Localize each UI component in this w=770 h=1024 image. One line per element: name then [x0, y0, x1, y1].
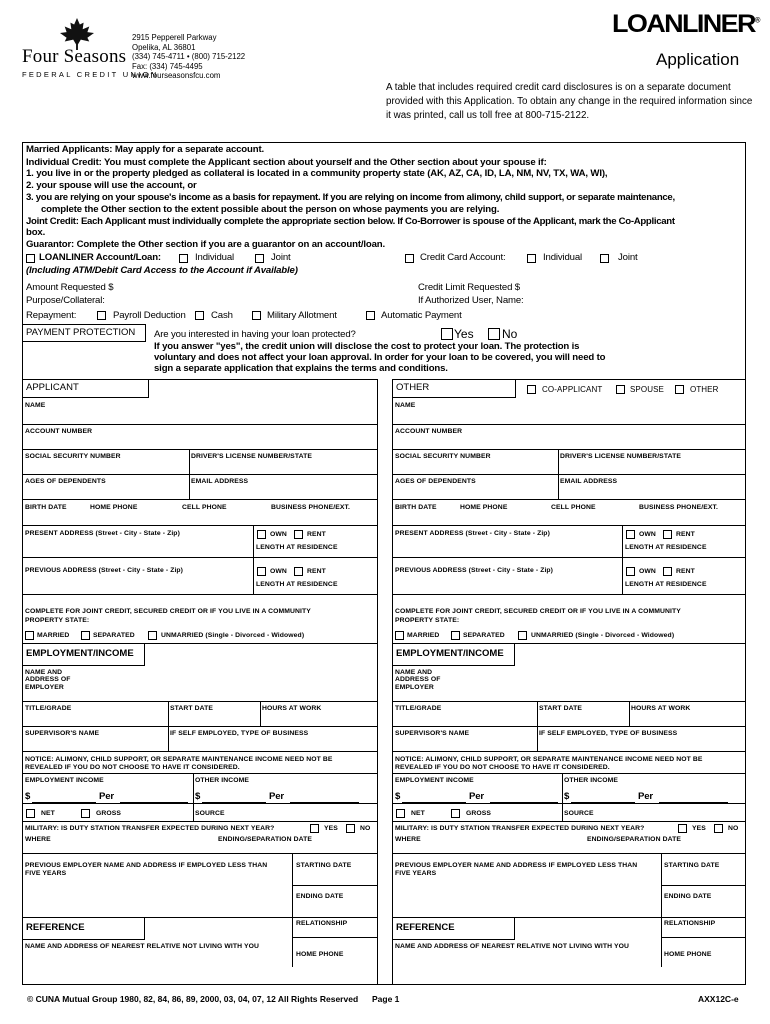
form-code: AXX12C-e	[698, 994, 739, 1004]
divider	[393, 853, 745, 854]
name-label: NAME	[25, 402, 46, 409]
hours-label: HOURS AT WORK	[631, 705, 691, 712]
org-name: Four Seasons	[22, 46, 127, 67]
divider	[23, 557, 377, 558]
ending-date-label: ENDING DATE	[296, 893, 344, 900]
divider	[393, 803, 745, 804]
spouse-label: SPOUSE	[630, 385, 664, 394]
rent-label: RENT	[307, 531, 326, 538]
ssn-label: SOCIAL SECURITY NUMBER	[25, 453, 121, 460]
net-checkbox[interactable]	[26, 809, 35, 818]
loan-individual-label: Individual	[195, 252, 235, 263]
title-grade-label: TITLE/GRADE	[25, 705, 72, 712]
employment-income-label: EMPLOYMENT INCOME	[395, 777, 474, 784]
divider	[23, 424, 377, 425]
employment-income-title: EMPLOYMENT/INCOME	[392, 643, 515, 666]
military-question: MILITARY: IS DUTY STATION TRANSFER EXPECTED DURING NEXT YEAR?	[25, 825, 275, 832]
net-checkbox[interactable]	[396, 809, 405, 818]
relationship-label: RELATIONSHIP	[664, 920, 716, 927]
military-no-label: NO	[728, 825, 739, 832]
own-checkbox[interactable]	[626, 567, 635, 576]
previous-employer-label: PREVIOUS EMPLOYER NAME AND ADDRESS IF EMPLOYED LESS THAN	[395, 862, 638, 869]
amount-requested-label: Amount Requested $	[26, 282, 114, 293]
purpose-label: Purpose/Collateral:	[26, 295, 105, 306]
intro-line: Married Applicants: May apply for a separate account.	[26, 144, 265, 155]
gross-checkbox[interactable]	[451, 809, 460, 818]
email-label: EMAIL ADDRESS	[191, 478, 249, 485]
rent-checkbox[interactable]	[294, 567, 303, 576]
protection-text: voluntary and does not affect your loan approval. In order for your loan to be covered, you will need to	[154, 352, 606, 363]
employer-label: NAME AND	[395, 669, 433, 676]
rent-label: RENT	[676, 568, 695, 575]
birth-date-label: BIRTH DATE	[25, 504, 67, 511]
authorized-user-label: If Authorized User, Name:	[418, 295, 524, 306]
brand-text: LOANLINER	[612, 10, 755, 38]
loan-joint-label: Joint	[271, 252, 291, 263]
divider	[23, 773, 377, 774]
self-employed-label: IF SELF EMPLOYED, TYPE OF BUSINESS	[539, 730, 678, 737]
previous-employer-label: PREVIOUS EMPLOYER NAME AND ADDRESS IF EMPLOYED LESS THAN	[25, 862, 268, 869]
divider	[23, 726, 377, 727]
account-number-label: ACCOUNT NUMBER	[395, 428, 463, 435]
divider	[562, 773, 563, 803]
applicant-section-title: APPLICANT	[22, 379, 149, 398]
birth-date-label: BIRTH DATE	[395, 504, 437, 511]
joint-note: COMPLETE FOR JOINT CREDIT, SECURED CREDIT OR IF YOU LIVE IN A COMMUNITY	[395, 608, 681, 615]
title-grade-label: TITLE/GRADE	[395, 705, 442, 712]
previous-employer-label: FIVE YEARS	[25, 870, 67, 877]
page-title: Application	[656, 50, 740, 69]
divider	[23, 751, 377, 752]
divider	[393, 701, 745, 702]
divider	[292, 937, 293, 967]
supervisor-label: SUPERVISOR'S NAME	[25, 730, 100, 737]
income-notice: NOTICE: ALIMONY, CHILD SUPPORT, OR SEPARATE MAINTENANCE INCOME NEED NOT BE	[395, 756, 703, 763]
length-residence-label: LENGTH AT RESIDENCE	[256, 581, 338, 588]
length-residence-label: LENGTH AT RESIDENCE	[256, 544, 338, 551]
divider	[393, 474, 745, 475]
credit-limit-label: Credit Limit Requested $	[418, 282, 520, 293]
other-section-title: OTHER	[392, 379, 516, 398]
divider	[168, 701, 169, 726]
military-no-label: NO	[360, 825, 371, 832]
home-phone-label: HOME PHONE	[90, 504, 138, 511]
dollar-sign: $	[395, 791, 401, 802]
divider	[23, 449, 377, 450]
applicant-fields	[23, 143, 379, 986]
start-date-label: START DATE	[170, 705, 214, 712]
military-allotment-label: Military Allotment	[267, 310, 337, 321]
present-address-label: PRESENT ADDRESS (Street - City - State - Zip)	[25, 530, 180, 537]
divider	[661, 885, 745, 886]
starting-date-label: STARTING DATE	[664, 862, 720, 869]
rent-checkbox[interactable]	[663, 567, 672, 576]
other-income-label: OTHER INCOME	[564, 777, 619, 784]
net-label: NET	[411, 810, 425, 817]
divider	[393, 449, 745, 450]
divider	[253, 557, 254, 594]
divider	[537, 726, 538, 751]
separated-label: SEPARATED	[463, 632, 505, 639]
military-yes-label: YES	[692, 825, 706, 832]
org-subtitle: FEDERAL CREDIT UNION	[22, 70, 159, 79]
net-label: NET	[41, 810, 55, 817]
website-line: www.fourseasonsfcu.com	[132, 71, 221, 81]
military-question: MILITARY: IS DUTY STATION TRANSFER EXPECTED DURING NEXT YEAR?	[395, 825, 645, 832]
joint-note: PROPERTY STATE:	[395, 617, 460, 624]
business-phone-label: BUSINESS PHONE/EXT.	[639, 504, 718, 511]
divider	[168, 726, 169, 751]
home-phone-label: HOME PHONE	[460, 504, 508, 511]
divider	[23, 853, 377, 854]
page-number: Page 1	[372, 994, 400, 1004]
intro-line: 2. your spouse will use the account, or	[26, 180, 197, 191]
divider	[537, 701, 538, 726]
registered-mark: ®	[754, 17, 761, 25]
drivers-license-label: DRIVER'S LICENSE NUMBER/STATE	[191, 453, 312, 460]
divider	[393, 773, 745, 774]
joint-note: COMPLETE FOR JOINT CREDIT, SECURED CREDIT OR IF YOU LIVE IN A COMMUNITY	[25, 608, 311, 615]
intro-line: 3. you are relying on your spouse's income as a basis for repayment. If you are relying on income from alimony, child support, or separate maintenance,	[26, 192, 675, 203]
disclosure-text: A table that includes required credit card disclosures is on a separate document provided with this Application. To obtain any change in the required information since it was printed, call us toll free at 800-715-2122.	[386, 82, 753, 121]
unmarried-label: UNMARRIED (Single - Divorced - Widowed)	[531, 632, 675, 639]
source-label: SOURCE	[564, 810, 594, 817]
divider	[23, 474, 377, 475]
relationship-label: RELATIONSHIP	[296, 920, 348, 927]
hours-label: HOURS AT WORK	[262, 705, 322, 712]
divider	[393, 557, 745, 558]
joint-note: PROPERTY STATE:	[25, 617, 90, 624]
own-checkbox[interactable]	[257, 567, 266, 576]
co-applicant-label: CO-APPLICANT	[542, 385, 603, 394]
divider	[23, 594, 377, 595]
divider	[292, 917, 293, 937]
cc-individual-label: Individual	[543, 252, 583, 263]
other-fields	[393, 143, 747, 986]
reference-title: REFERENCE	[392, 917, 515, 940]
employer-label: EMPLOYER	[395, 684, 434, 691]
cash-label: Cash	[211, 310, 233, 321]
military-yes-checkbox[interactable]	[678, 824, 687, 833]
divider	[622, 557, 623, 594]
intro-line: Individual Credit: You must complete the Applicant section about yourself and the Other section about your spouse if:	[26, 157, 547, 168]
divider	[661, 937, 662, 967]
employer-label: ADDRESS OF	[395, 676, 441, 683]
divider	[393, 525, 745, 526]
divider	[253, 525, 254, 557]
automatic-payment-label: Automatic Payment	[381, 310, 462, 321]
divider	[393, 499, 745, 500]
repayment-label: Repayment:	[26, 310, 77, 321]
military-no-checkbox[interactable]	[346, 824, 355, 833]
present-address-label: PRESENT ADDRESS (Street - City - State - Zip)	[395, 530, 550, 537]
intro-line: 1. you live in or the property pledged as collateral is located in a community property state (AK, AZ, CA, ID, LA, NM, NV, TX, WA, WI),	[26, 168, 608, 179]
payment-protection-title: PAYMENT PROTECTION	[22, 324, 146, 342]
loanliner-logo	[612, 10, 761, 39]
divider	[23, 821, 377, 822]
divider	[393, 424, 745, 425]
org-address	[132, 33, 245, 81]
employer-label: EMPLOYER	[25, 684, 64, 691]
divider	[292, 885, 377, 886]
divider	[661, 937, 745, 938]
divider	[558, 474, 559, 499]
reference-title: REFERENCE	[22, 917, 145, 940]
separation-date-label: ENDING/SEPARATION DATE	[218, 836, 312, 843]
unmarried-checkbox[interactable]	[518, 631, 527, 640]
rent-label: RENT	[676, 531, 695, 538]
married-label: MARRIED	[407, 632, 440, 639]
divider	[393, 821, 745, 822]
income-notice: NOTICE: ALIMONY, CHILD SUPPORT, OR SEPARATE MAINTENANCE INCOME NEED NOT BE	[25, 756, 333, 763]
payroll-label: Payroll Deduction	[113, 310, 186, 321]
gross-label: GROSS	[466, 810, 492, 817]
reference-phone-label: HOME PHONE	[296, 951, 344, 958]
length-residence-label: LENGTH AT RESIDENCE	[625, 581, 707, 588]
rent-checkbox[interactable]	[294, 530, 303, 539]
income-notice: REVEALED IF YOU DO NOT CHOOSE TO HAVE IT CONSIDERED.	[395, 764, 610, 771]
married-checkbox[interactable]	[25, 631, 34, 640]
divider	[193, 773, 194, 803]
source-label: SOURCE	[195, 810, 225, 817]
divider	[260, 701, 261, 726]
business-phone-label: BUSINESS PHONE/EXT.	[271, 504, 350, 511]
rent-label: RENT	[307, 568, 326, 575]
dollar-sign: $	[564, 791, 570, 802]
rent-checkbox[interactable]	[663, 530, 672, 539]
own-label: OWN	[270, 531, 287, 538]
own-checkbox[interactable]	[626, 530, 635, 539]
per-label: Per	[99, 791, 115, 802]
nearest-relative-label: NAME AND ADDRESS OF NEAREST RELATIVE NOT LIVING WITH YOU	[395, 943, 630, 950]
dependents-label: AGES OF DEPENDENTS	[395, 478, 476, 485]
application-form	[22, 142, 746, 985]
own-label: OWN	[270, 568, 287, 575]
gross-label: GROSS	[96, 810, 122, 817]
employer-label: NAME AND	[25, 669, 63, 676]
account-number-label: ACCOUNT NUMBER	[25, 428, 93, 435]
supervisor-label: SUPERVISOR'S NAME	[395, 730, 470, 737]
other-income-label: OTHER INCOME	[195, 777, 250, 784]
drivers-license-label: DRIVER'S LICENSE NUMBER/STATE	[560, 453, 681, 460]
protection-text: If you answer "yes", the credit union will disclose the cost to protect your loan. The protection is	[154, 341, 580, 352]
previous-employer-label: FIVE YEARS	[395, 870, 437, 877]
married-label: MARRIED	[37, 632, 70, 639]
dollar-sign: $	[25, 791, 31, 802]
name-label: NAME	[395, 402, 416, 409]
email-label: EMAIL ADDRESS	[560, 478, 618, 485]
divider	[661, 917, 662, 937]
divider	[629, 701, 630, 726]
previous-address-label: PREVIOUS ADDRESS (Street - City - State - Zip)	[395, 567, 554, 574]
per-label: Per	[269, 791, 285, 802]
intro-line: Joint Credit: Each Applicant must individually complete the appropriate section below. If Co-Borrower is spouse of the Applicant, mark the Co-Applicant	[26, 216, 675, 227]
separated-checkbox[interactable]	[451, 631, 460, 640]
where-label: WHERE	[395, 836, 421, 843]
gross-checkbox[interactable]	[81, 809, 90, 818]
employer-label: ADDRESS OF	[25, 676, 71, 683]
credit-card-label: Credit Card Account:	[420, 252, 506, 263]
address-line: Opelika, AL 36801	[132, 42, 196, 52]
divider	[189, 474, 190, 499]
dollar-sign: $	[195, 791, 201, 802]
per-label: Per	[469, 791, 485, 802]
military-no-checkbox[interactable]	[714, 824, 723, 833]
unmarried-checkbox[interactable]	[148, 631, 157, 640]
divider	[393, 726, 745, 727]
military-yes-checkbox[interactable]	[310, 824, 319, 833]
married-checkbox[interactable]	[395, 631, 404, 640]
divider	[622, 525, 623, 557]
address-line: Fax: (334) 745-4495	[132, 61, 203, 71]
divider	[23, 525, 377, 526]
intro-line: Guarantor: Complete the Other section if you are a guarantor on an account/loan.	[26, 239, 386, 250]
divider	[393, 751, 745, 752]
cell-phone-label: CELL PHONE	[182, 504, 227, 511]
length-residence-label: LENGTH AT RESIDENCE	[625, 544, 707, 551]
where-label: WHERE	[25, 836, 51, 843]
own-checkbox[interactable]	[257, 530, 266, 539]
previous-address-label: PREVIOUS ADDRESS (Street - City - State - Zip)	[25, 567, 184, 574]
separation-date-label: ENDING/SEPARATION DATE	[587, 836, 681, 843]
intro-line: complete the Other section to the extent possible about the person on whose payments you are relying.	[41, 204, 500, 215]
address-line: (334) 745-4711 • (800) 715-2122	[132, 52, 246, 62]
divider	[562, 803, 563, 821]
divider	[189, 449, 190, 474]
cc-joint-label: Joint	[618, 252, 638, 263]
protection-question: Are you interested in having your loan protected?	[154, 329, 356, 340]
unmarried-label: UNMARRIED (Single - Divorced - Widowed)	[161, 632, 305, 639]
ssn-label: SOCIAL SECURITY NUMBER	[395, 453, 491, 460]
per-label: Per	[638, 791, 654, 802]
loanliner-account-label: LOANLINER Account/Loan:	[39, 252, 161, 263]
cell-phone-label: CELL PHONE	[551, 504, 596, 511]
divider	[292, 937, 377, 938]
dependents-label: AGES OF DEPENDENTS	[25, 478, 106, 485]
protection-yes-label: Yes	[454, 327, 474, 341]
employment-income-title: EMPLOYMENT/INCOME	[22, 643, 145, 666]
divider	[193, 803, 194, 821]
military-yes-label: YES	[324, 825, 338, 832]
nearest-relative-label: NAME AND ADDRESS OF NEAREST RELATIVE NOT LIVING WITH YOU	[25, 943, 260, 950]
income-notice: REVEALED IF YOU DO NOT CHOOSE TO HAVE IT CONSIDERED.	[25, 764, 240, 771]
reference-phone-label: HOME PHONE	[664, 951, 712, 958]
separated-checkbox[interactable]	[81, 631, 90, 640]
protection-no-label: No	[502, 327, 518, 341]
protection-text: sign a separate application that explains the terms and conditions.	[154, 363, 448, 374]
intro-line: box.	[26, 227, 46, 238]
copyright-text: © CUNA Mutual Group 1980, 82, 84, 86, 89, 2000, 03, 04, 07, 12 All Rights Reserved	[27, 994, 359, 1004]
separated-label: SEPARATED	[93, 632, 135, 639]
divider	[23, 499, 377, 500]
divider	[23, 701, 377, 702]
start-date-label: START DATE	[539, 705, 583, 712]
other-label: OTHER	[690, 385, 719, 394]
divider	[393, 594, 745, 595]
own-label: OWN	[639, 568, 656, 575]
employment-income-label: EMPLOYMENT INCOME	[25, 777, 104, 784]
ending-date-label: ENDING DATE	[664, 893, 712, 900]
divider	[23, 803, 377, 804]
address-line: 2915 Pepperell Parkway	[132, 33, 217, 42]
starting-date-label: STARTING DATE	[296, 862, 352, 869]
own-label: OWN	[639, 531, 656, 538]
divider	[558, 449, 559, 474]
atm-note: (Including ATM/Debit Card Access to the Account if Available)	[26, 265, 298, 276]
self-employed-label: IF SELF EMPLOYED, TYPE OF BUSINESS	[170, 730, 309, 737]
